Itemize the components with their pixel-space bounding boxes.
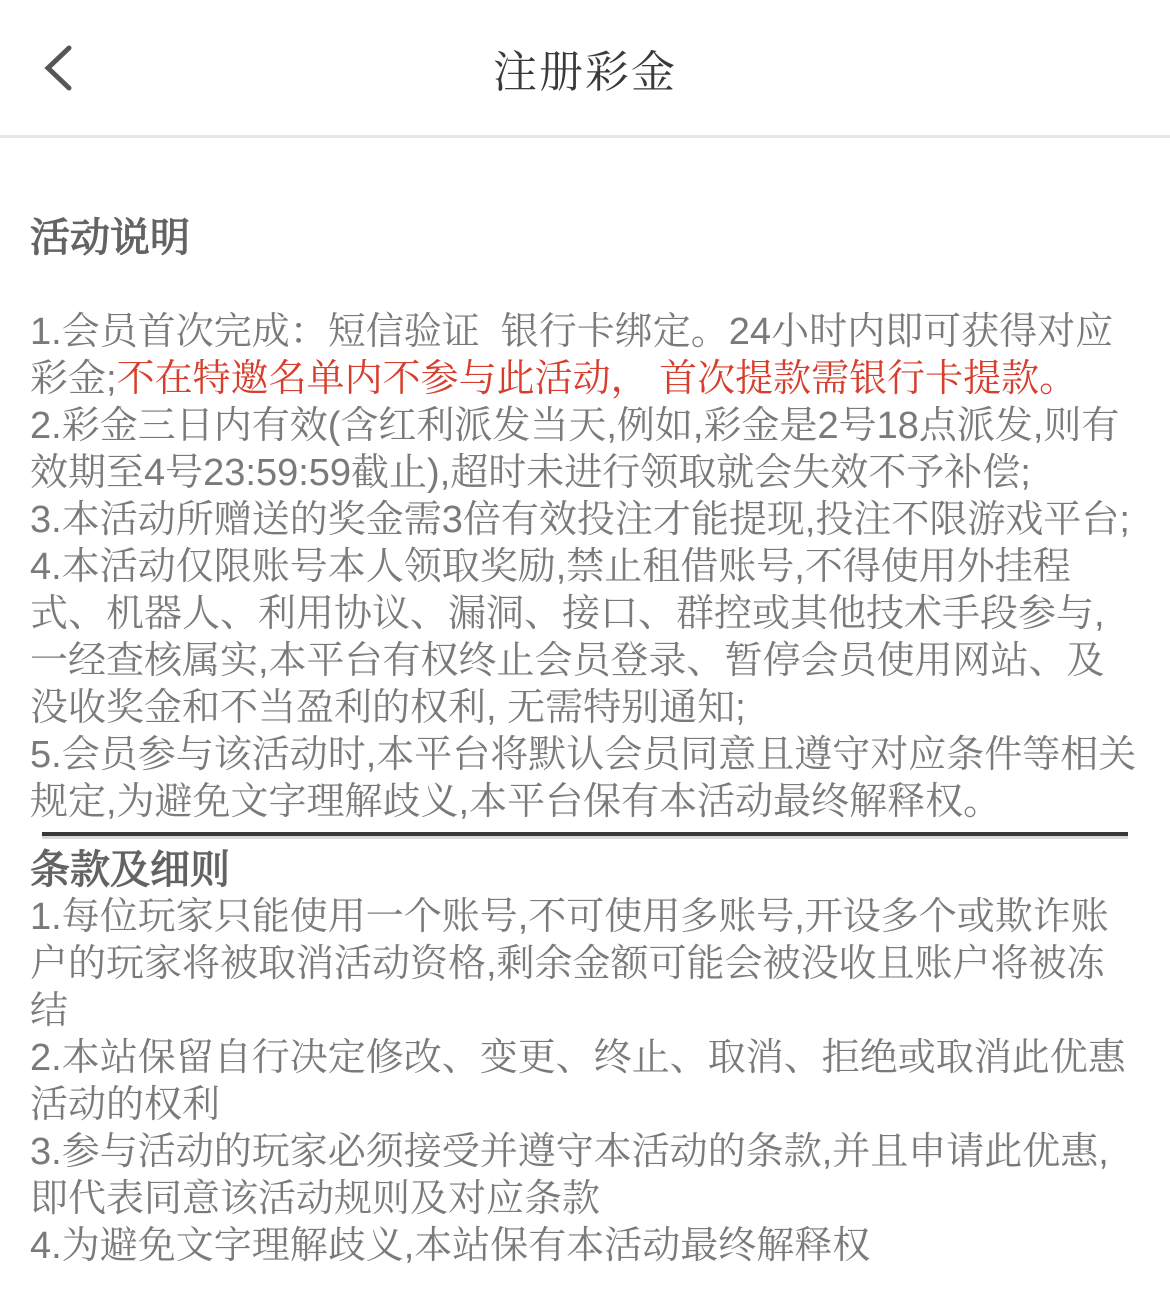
terms-rule-3: 3.参与活动的玩家必须接受并遵守本活动的条款,并且申请此优惠,即代表同意该活动规则及对应条款 bbox=[30, 1131, 1109, 1220]
page-title: 注册彩金 bbox=[493, 47, 677, 97]
activity-rule-1-text: 1.会员首次完成：短信验证 银行卡绑定。24小时内即可获得对应彩金; bbox=[30, 311, 1114, 400]
activity-rule-1 bbox=[30, 309, 1140, 403]
activity-rule-2: 2.彩金三日内有效(含红利派发当天,例如,彩金是2号18点派发,则有效期至4号23:59:59截止),超时未进行领取就会失效不予补偿; bbox=[30, 405, 1120, 494]
activity-section-heading: 活动说明 bbox=[30, 216, 190, 260]
promo-rules-content bbox=[0, 138, 1170, 1310]
terms-rule-4: 4.为避免文字理解歧义,本站保有本活动最终解释权 bbox=[30, 1225, 871, 1267]
terms-rule-1: 1.每位玩家只能使用一个账号,不可使用多账号,开设多个或欺诈账户的玩家将被取消活动资格,剩余金额可能会被没收且账户将被冻结 bbox=[30, 896, 1109, 1032]
activity-rule-4: 4.本活动仅限账号本人领取奖励,禁止租借账号,不得使用外挂程式、机器人、利用协议、漏洞、接口、群控或其他技术手段参与,一经查核属实,本平台有权终止会员登录、暂停会员使用网站、及没收奖金和不当盈利的权利, 无需特别通知; bbox=[30, 546, 1105, 729]
activity-rule-3: 3.本活动所赠送的奖金需3倍有效投注才能提现,投注不限游戏平台; bbox=[30, 499, 1130, 541]
activity-rule-5: 5.会员参与该活动时,本平台将默认会员同意且遵守对应条件等相关规定,为避免文字理解歧义,本平台保有本活动最终解释权。 bbox=[30, 734, 1137, 823]
section-divider bbox=[42, 832, 1128, 839]
back-button[interactable] bbox=[26, 36, 90, 100]
terms-rule-2: 2.本站保留自行决定修改、变更、终止、取消、拒绝或取消此优惠活动的权利 bbox=[30, 1037, 1126, 1126]
activity-rule-1-warning: 不在特邀名单内不参与此活动， 首次提款需银行卡提款。 bbox=[116, 358, 1078, 400]
nav-header bbox=[0, 0, 1170, 138]
terms-section-heading: 条款及细则 bbox=[30, 848, 230, 892]
chevron-left-icon bbox=[43, 45, 73, 91]
